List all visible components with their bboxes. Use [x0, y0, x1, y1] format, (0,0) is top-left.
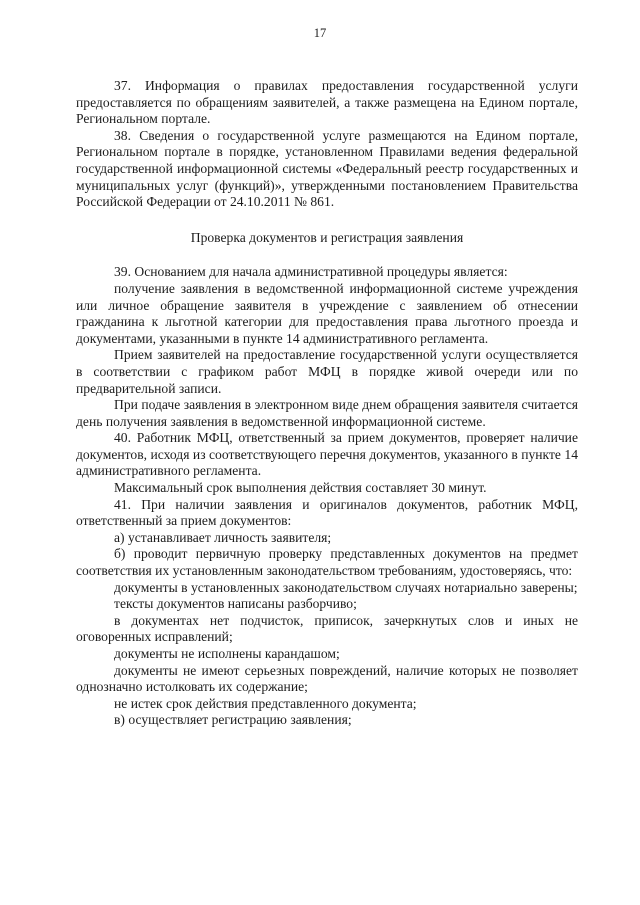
paragraph-38: 38. Сведения о государственной услуге размещаются на Едином портале, Региональном портале в порядке, установленном Правилами ведения федеральной государственной информационной системы «Федеральный реестр государственных и муниципальных услуг (функций)», утвержденными постановлением Правительства Российской Федерации от 24.10.2011 № 861.	[76, 127, 578, 210]
check-not-expired: не истек срок действия представленного документа;	[114, 695, 417, 711]
paragraph-max-time: Максимальный срок выполнения действия составляет 30 минут.	[114, 480, 487, 496]
check-no-pencil: документы не исполнены карандашом;	[114, 646, 340, 661]
list-item-c: в) осуществляет регистрацию заявления;	[114, 712, 352, 728]
check-notarized: документы в установленных законодательством случаях нотариально заверены;	[114, 579, 578, 595]
list-item-a: а) устанавливает личность заявителя;	[114, 529, 332, 545]
document-body	[76, 78, 578, 729]
check-no-corrections: в документах нет подчисток, приписок, зачеркнутых слов и иных не оговоренных исправлений;	[76, 612, 578, 645]
paragraph-41: 41. При наличии заявления и оригиналов документов, работник МФЦ, ответственный за прием документов:	[76, 496, 578, 529]
paragraph-39-basis: получение заявления в ведомственной информационной системе учреждения или личное обращение заявителя в учреждение с заявлением об отнесении гражданина к льготной категории для предоставления права льготного проезда и документами, указанными в пункте 14 административного регламента.	[76, 280, 578, 346]
paragraph-40: 40. Работник МФЦ, ответственный за прием документов, проверяет наличие документов, исходя из соответствующего перечня документов, указанного в пункте 14 административного регламента.	[76, 430, 578, 479]
check-legible: тексты документов написаны разборчиво;	[114, 596, 357, 612]
section-heading: Проверка документов и регистрация заявления	[190, 229, 464, 245]
check-no-damage: документы не имеют серьезных повреждений, наличие которых не позволяет однозначно истолковать их содержание;	[76, 662, 578, 695]
list-item-b: б) проводит первичную проверку представленных документов на предмет соответствия их установленным законодательством требованиям, удостоверяясь, что:	[76, 546, 578, 579]
page-number: 17	[313, 26, 327, 40]
paragraph-electronic: При подаче заявления в электронном виде днем обращения заявителя считается день получения заявления в ведомственной информационной системе.	[76, 397, 578, 429]
paragraph-37: 37. Информация о правилах предоставления государственной услуги предоставляется по обращениям заявителей, а также размещена на Едином портале, Региональном портале.	[76, 78, 578, 127]
paragraph-reception: Прием заявителей на предоставление государственной услуги осуществляется в соответствии с графиком работ МФЦ в порядке живой очереди или по предварительной записи.	[76, 347, 578, 396]
paragraph-39: 39. Основанием для начала административной процедуры является:	[114, 264, 508, 280]
